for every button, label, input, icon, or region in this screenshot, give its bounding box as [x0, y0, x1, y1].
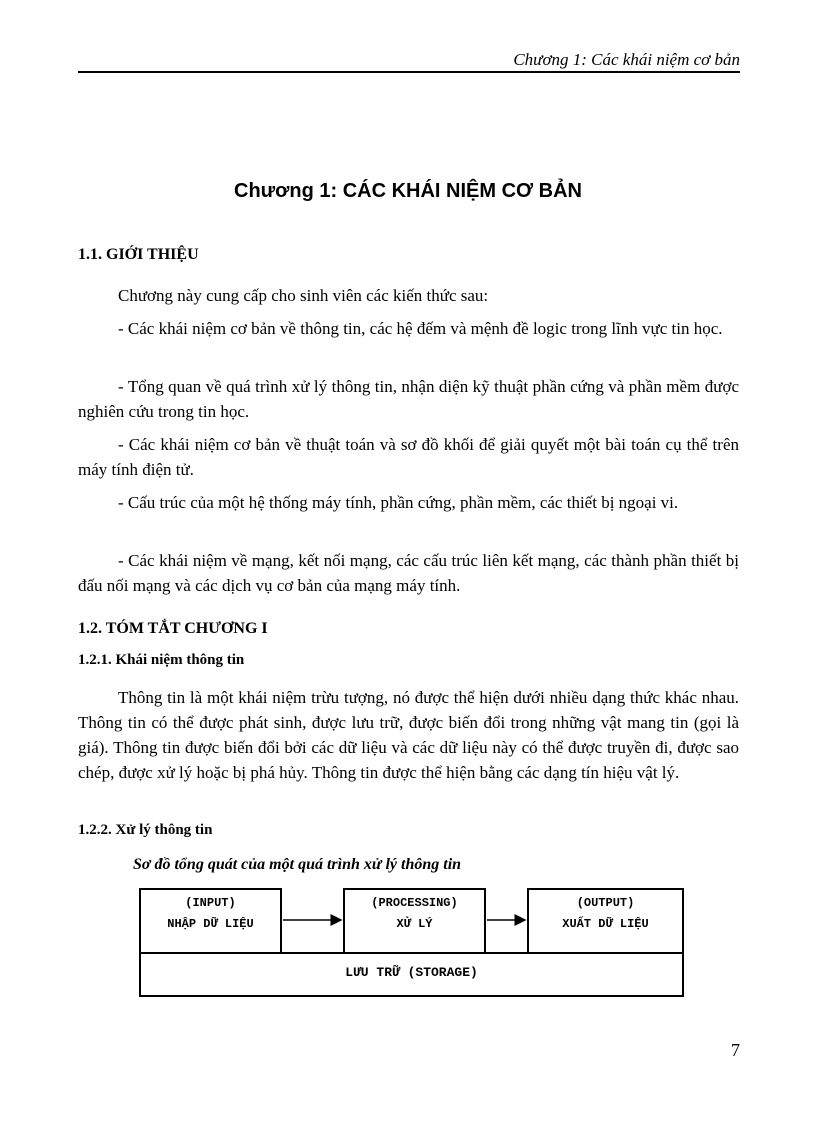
bullet-3: - Các khái niệm cơ bản về thuật toán và sơ đồ khối để giải quyết một bài toán cụ thể trên máy tính điện tử.: [78, 435, 739, 479]
input-label-en: (INPUT): [185, 896, 236, 910]
storage-box: LƯU TRỮ (STORAGE): [139, 952, 684, 997]
chapter-title: Chương 1: CÁC KHÁI NIỆM CƠ BẢN: [234, 180, 582, 202]
diagram-title: Sơ đồ tổng quát của một quá trình xử lý thông tin: [133, 856, 462, 873]
page-number: 7: [731, 1040, 740, 1060]
output-label-vi: XUẤT DỮ LIỆU: [562, 917, 649, 931]
bullet-5: - Các khái niệm về mạng, kết nối mạng, các cấu trúc liên kết mạng, các thành phần thiết bị đấu nối mạng và các dịch vụ cơ bản của mạng máy tính.: [78, 551, 739, 595]
bullet-1: - Các khái niệm cơ bản về thông tin, các hệ đếm và mệnh đề logic trong lĩnh vực tin học.: [118, 319, 723, 338]
process-label-vi: XỬ LÝ: [396, 917, 433, 931]
output-label-en: (OUTPUT): [576, 896, 635, 910]
bullet-2: - Tổng quan về quá trình xử lý thông tin, nhận diện kỹ thuật phần cứng và phần mềm được nghiên cứu trong tin học.: [78, 377, 739, 421]
input-label-vi: NHẬP DỮ LIỆU: [167, 917, 254, 931]
section-1-2-1-heading: 1.2.1. Khái niệm thông tin: [78, 652, 245, 668]
section-1-2-heading: 1.2. TÓM TẮT CHƯƠNG I: [78, 620, 268, 637]
intro-paragraph: Chương này cung cấp cho sinh viên các kiến thức sau:: [118, 286, 489, 305]
running-header: Chương 1: Các khái niệm cơ bản: [513, 50, 740, 69]
information-paragraph: Thông tin là một khái niệm trừu tượng, nó được thể hiện dưới nhiều dạng thức khác nhau. Thông tin có thể được phát sinh, được lưu trữ, được biến đổi trong những vật mang tin (gọi là giá). Thông tin được biến đổi bởi các dữ liệu và các dữ liệu này có thể được truyền đi, được sao chép, được xử lý hoặc bị phá hủy. Thông tin được thể hiện bằng các dạng tín hiệu vật lý.: [78, 688, 739, 782]
bullet-4: - Cấu trúc của một hệ thống máy tính, phần cứng, phần mềm, các thiết bị ngoại vi.: [118, 493, 679, 512]
section-1-1-heading: 1.1. GIỚI THIỆU: [78, 246, 199, 263]
process-label-en: (PROCESSING): [371, 896, 458, 910]
section-1-2-2-heading: 1.2.2. Xử lý thông tin: [78, 822, 213, 838]
